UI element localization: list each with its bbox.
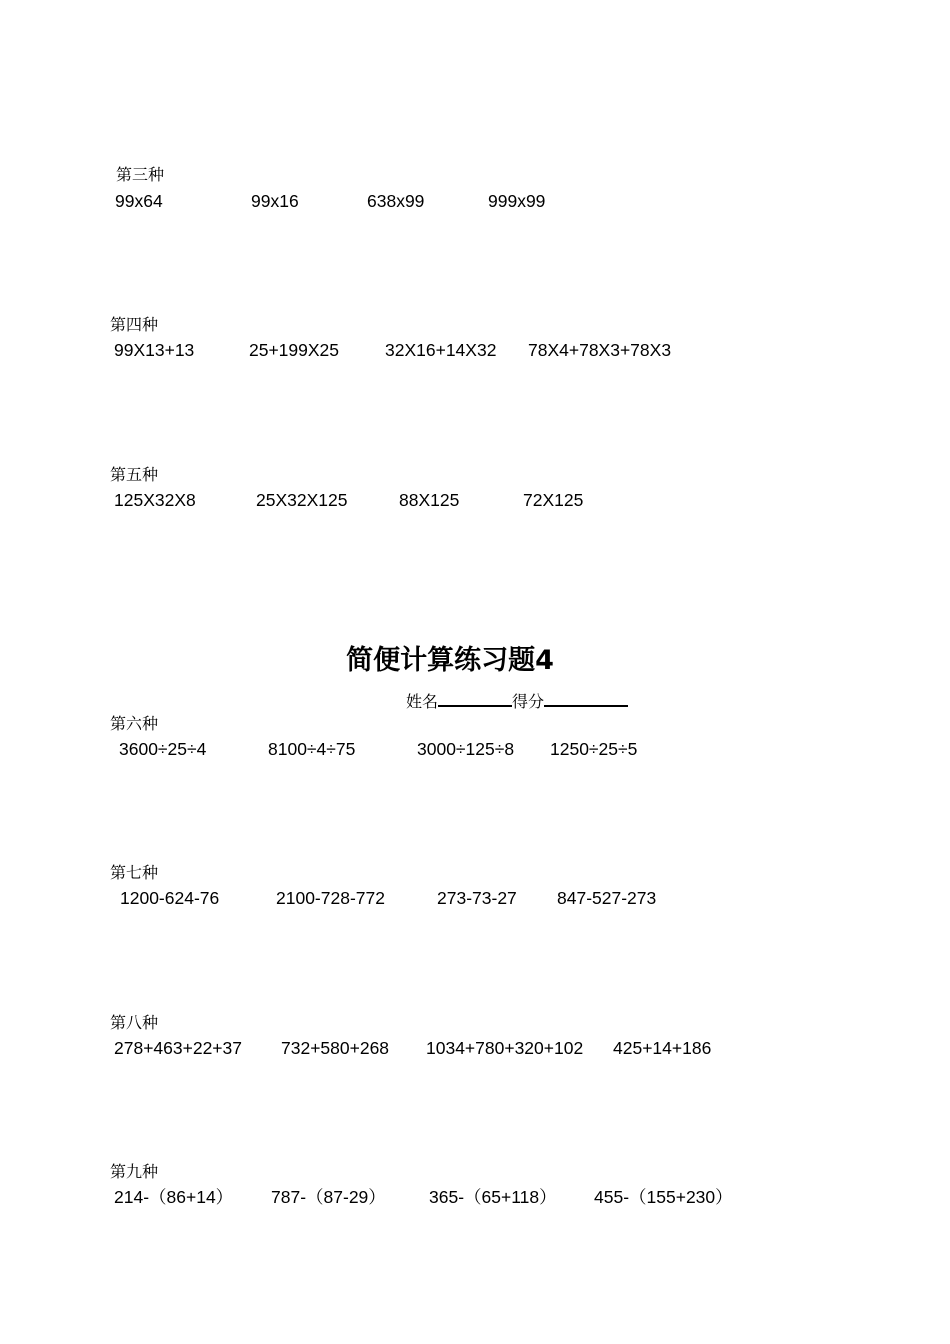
problem-8-4: 425+14+186 <box>613 1038 712 1058</box>
name-score-line <box>406 689 628 712</box>
problem-8-1: 278+463+22+37 <box>114 1038 242 1058</box>
problem-6-2: 8100÷4÷75 <box>268 739 356 759</box>
problem-6-3: 3000÷125÷8 <box>417 739 515 759</box>
page-title: 简便计算练习题4 <box>346 645 554 676</box>
name-label: 姓名 <box>406 692 439 711</box>
score-blank[interactable] <box>544 689 628 707</box>
problem-4-3: 32X16+14X32 <box>385 340 497 360</box>
section-label-3: 第三种 <box>116 165 165 184</box>
problem-3-3: 638x99 <box>367 191 425 211</box>
problem-7-2: 2100-728-772 <box>276 888 385 908</box>
problem-3-1: 99x64 <box>115 191 163 211</box>
problem-3-2: 99x16 <box>251 191 299 211</box>
problem-4-4: 78X4+78X3+78X3 <box>528 340 672 360</box>
section-label-8: 第八种 <box>110 1013 159 1032</box>
problem-7-3: 273-73-27 <box>437 888 517 908</box>
problem-5-3: 88X125 <box>399 490 460 510</box>
problem-6-4: 1250÷25÷5 <box>550 739 638 759</box>
problem-5-1: 125X32X8 <box>114 490 196 510</box>
problem-9-1: 214-（86+14） <box>114 1187 234 1207</box>
score-label: 得分 <box>512 692 545 711</box>
problem-8-2: 732+580+268 <box>281 1038 390 1058</box>
section-label-7: 第七种 <box>110 863 159 882</box>
section-label-4: 第四种 <box>110 315 159 334</box>
problem-4-2: 25+199X25 <box>249 340 340 360</box>
section-label-5: 第五种 <box>110 465 159 484</box>
problem-5-4: 72X125 <box>523 490 584 510</box>
problem-6-1: 3600÷25÷4 <box>119 739 207 759</box>
name-blank[interactable] <box>438 689 512 707</box>
problem-3-4: 999x99 <box>488 191 546 211</box>
problem-4-1: 99X13+13 <box>114 340 195 360</box>
problem-9-3: 365-（65+118） <box>429 1187 557 1207</box>
problem-7-1: 1200-624-76 <box>120 888 220 908</box>
section-label-6: 第六种 <box>110 714 159 733</box>
section-label-9: 第九种 <box>110 1162 159 1181</box>
problem-7-4: 847-527-273 <box>557 888 657 908</box>
problem-8-3: 1034+780+320+102 <box>426 1038 584 1058</box>
problem-5-2: 25X32X125 <box>256 490 348 510</box>
problem-9-4: 455-（155+230） <box>594 1187 733 1207</box>
problem-9-2: 787-（87-29） <box>271 1187 386 1207</box>
